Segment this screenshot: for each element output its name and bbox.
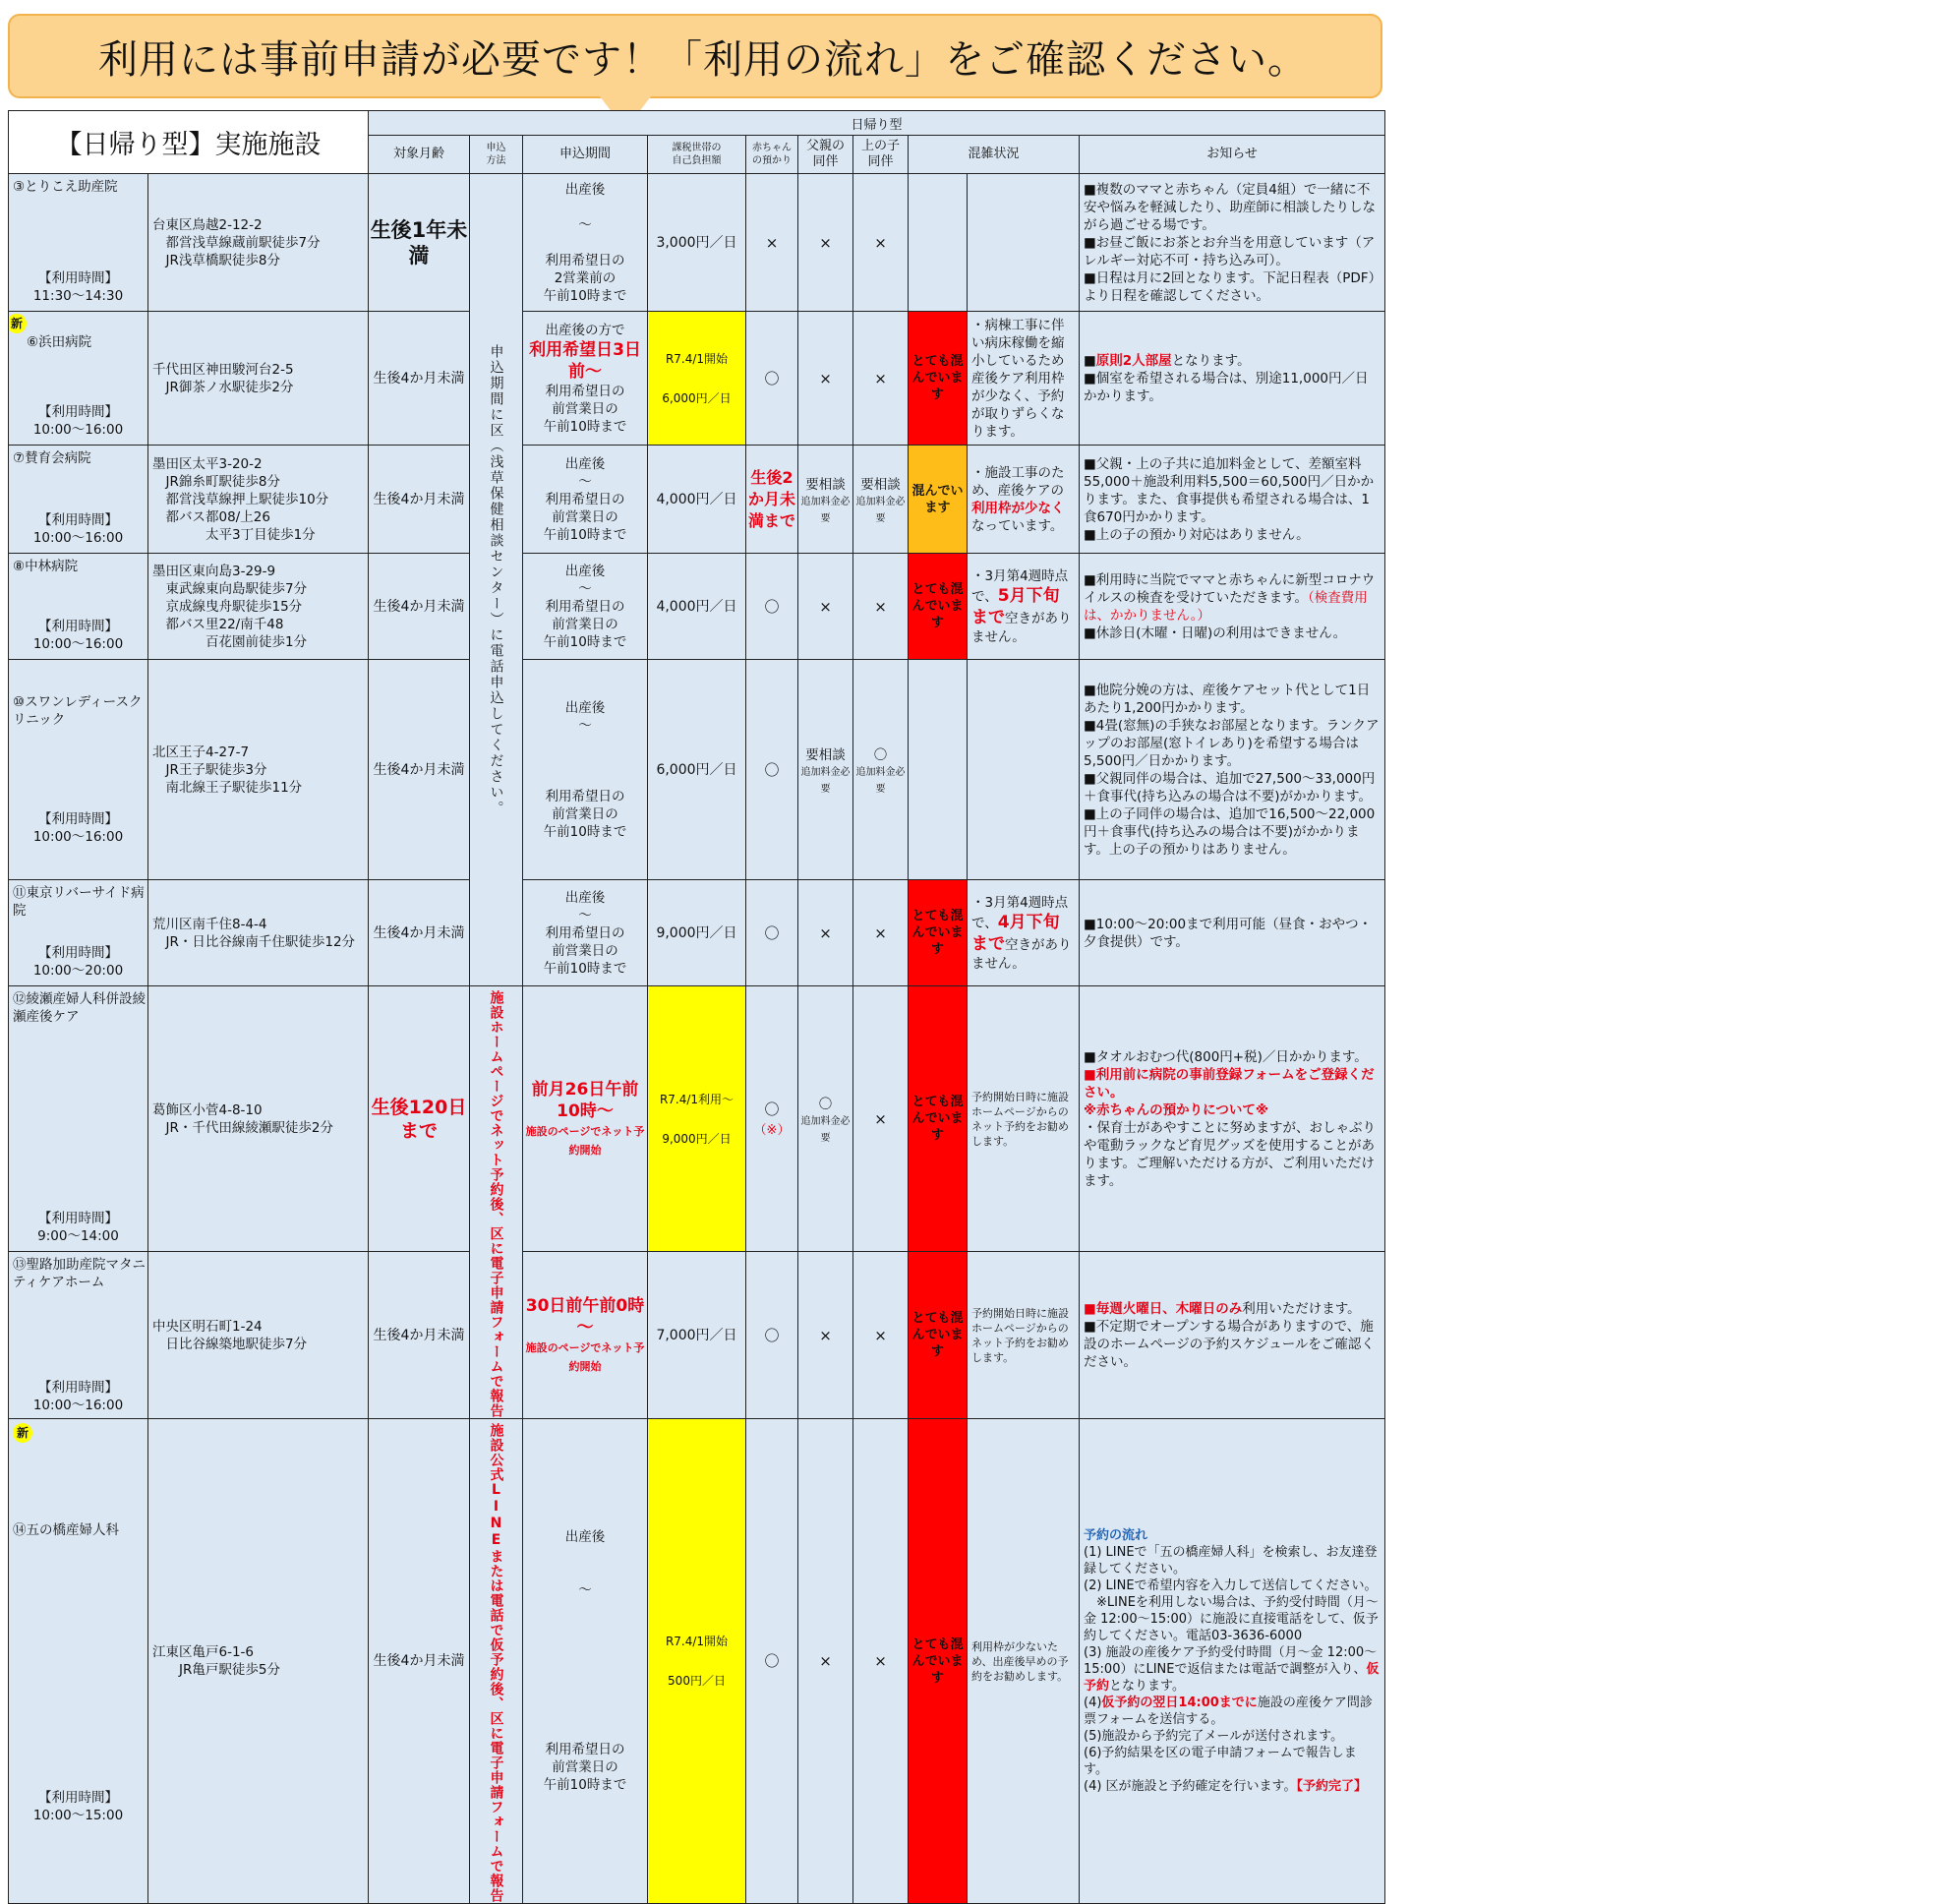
crowd-note-cell: ・3月第4週時点で、4月下旬まで空きがありません。 (968, 880, 1080, 986)
header-baby: 赤ちゃん の預かり (746, 136, 798, 174)
crowd-note-cell (968, 174, 1080, 312)
facility-name: ⑧中林病院 (13, 559, 79, 574)
table-row (9, 660, 1385, 880)
facility-cell: ⑪東京リバーサイド病院 【利用時間】 10:00～20:00 (9, 880, 148, 986)
table-row (9, 446, 1385, 554)
table-row (9, 312, 1385, 446)
age-cell: 生後4か月未満 (369, 880, 470, 986)
notice-cell: ■毎週火曜日、木曜日のみ利用いただけます。 ■不定期でオープンする場合がありますので、施設のホームページの予約スケジュールをご確認ください。 (1080, 1252, 1385, 1419)
period-cell: 出産後 ～ 利用希望日の 前営業日の 午前10時まで (523, 446, 648, 554)
baby-cell: × (746, 174, 798, 312)
facility-cell: ⑩スワンレディースクリニック 【利用時間】 10:00～16:00 (9, 660, 148, 880)
father-cell: × (798, 1419, 853, 1904)
crowd-status: とても混んでいます (909, 880, 968, 986)
method-cell-shared (470, 174, 523, 986)
usage-time: 10:00～16:00 (32, 1398, 124, 1413)
facility-cell: 新 ⑥浜田病院 【利用時間】 10:00～16:00 (9, 312, 148, 446)
table-row (9, 880, 1385, 986)
facility-name: ⑬聖路加助産院マタニティケアホーム (13, 1257, 146, 1291)
father-cell: 要相談 追加料金必要 (798, 446, 853, 554)
crowd-status: とても混んでいます (909, 1419, 968, 1904)
period-cell: 出産後 ～ 利用希望日の 前営業日の 午前10時まで (523, 554, 648, 660)
table-row (9, 1419, 1385, 1904)
sibling-cell: × (853, 1252, 909, 1419)
father-cell: 要相談 追加料金必要 (798, 660, 853, 880)
baby-cell: 〇 (746, 1419, 798, 1904)
fee-cell: R7.4/1利用～ 9,000円／日 (648, 986, 746, 1252)
age-cell: 生後4か月未満 (369, 1419, 470, 1904)
baby-cell: 〇 (746, 1252, 798, 1419)
crowd-note-cell: ・施設工事のため、産後ケアの利用枠が少なくなっています。 (968, 446, 1080, 554)
period-cell: 出産後の方で 利用希望日3日前～ 利用希望日の 前営業日の 午前10時まで (523, 312, 648, 446)
crowd-note-cell: 予約開始日時に施設ホームページからのネット予約をお勧めします。 (968, 986, 1080, 1252)
header-row-1 (9, 111, 1385, 136)
father-cell: × (798, 174, 853, 312)
method-cell (470, 986, 523, 1419)
facility-cell: ⑦賛育会病院 【利用時間】 10:00～16:00 (9, 446, 148, 554)
table-row (9, 1252, 1385, 1419)
usage-time: 11:30～14:30 (32, 288, 124, 304)
facility-cell (9, 174, 148, 312)
crowd-note-cell: 利用枠が少ないため、出産後早めの予約をお勧めします。 (968, 1419, 1080, 1904)
baby-cell: 生後2か月未満まで (746, 446, 798, 554)
address-cell: 墨田区太平3-20-2 JR錦糸町駅徒歩8分 都営浅草線押上駅徒歩10分 都バス都08/上26 太平3丁目徒歩1分 (148, 446, 369, 554)
header-sibling: 上の子 同伴 (853, 136, 909, 174)
sibling-cell: 要相談 追加料金必要 (853, 446, 909, 554)
crowd-status: とても混んでいます (909, 312, 968, 446)
baby-cell: 〇 (746, 312, 798, 446)
age-cell: 生後4か月未満 (369, 446, 470, 554)
period-cell: 前月26日午前10時～ 施設のページでネット予約開始 (523, 986, 648, 1252)
new-badge: 新 (9, 314, 28, 333)
notice-banner (8, 14, 1382, 98)
address-cell: 千代田区神田駿河台2-5 JR御茶ノ水駅徒歩2分 (148, 312, 369, 446)
usage-time: 9:00～14:00 (37, 1228, 119, 1245)
fee-cell: 7,000円／日 (648, 1252, 746, 1419)
usage-time: 10:00～20:00 (32, 963, 124, 979)
sibling-cell: × (853, 880, 909, 986)
new-badge: 新 (13, 1423, 32, 1443)
baby-cell: 〇 (746, 660, 798, 880)
banner-text: 利用には事前申請が必要です！「利用の流れ」をご確認ください。 (98, 36, 1308, 83)
usage-time: 10:00～16:00 (32, 636, 124, 652)
facility-cell: ⑧中林病院 【利用時間】 10:00～16:00 (9, 554, 148, 660)
usage-time: 10:00～16:00 (32, 422, 124, 438)
age-cell: 生後1年未満 (369, 174, 470, 312)
age-cell: 生後120日まで (369, 986, 470, 1252)
header-age: 対象月齢 (369, 136, 470, 174)
address-cell: 北区王子4-27-7 JR王子駅徒歩3分 南北線王子駅徒歩11分 (148, 660, 369, 880)
method-text: 施設公式LINEまたは電話で仮予約後、区に電子申請フォームで報告 (488, 1423, 504, 1903)
header-crowd: 混雑状況 (909, 136, 1080, 174)
facility-name: ⑩スワンレディースクリニック (13, 694, 143, 728)
usage-time: 10:00～15:00 (32, 1808, 124, 1823)
fee-cell: 9,000円／日 (648, 880, 746, 986)
sibling-cell: × (853, 986, 909, 1252)
crowd-note-cell: 予約開始日時に施設ホームページからのネット予約をお勧めします。 (968, 1252, 1080, 1419)
notice-cell: ■複数のママと赤ちゃん（定員4組）で一緒に不安や悩みを軽減したり、助産師に相談したりしながら過ごせる場です。 ■お昼ご飯にお茶とお弁当を用意しています（アレルギー対応不可・持ち込み可）。 ■日程は月に2回となります。下記日程表（PDF）より日程を確認してください。 (1080, 174, 1385, 312)
facility-name: ⑫綾瀬産婦人科併設綾瀬産後ケア (13, 991, 146, 1025)
notice-cell: ■他院分娩の方は、産後ケアセット代として1日あたり1,200円かかります。 ■4畳(窓無)の手狭なお部屋となります。ランクアップのお部屋(窓トイレあり)を希望する場合は5,500円／日かかります。 ■父親同伴の場合は、追加で27,500～33,000円＋食事代(持ち込みの場合は不要)がかかります。 ■上の子同伴の場合は、追加で16,500～22,000円＋食事代(持ち込みの場合は不要)がかかります。上の子の預かりはありません。 (1080, 660, 1385, 880)
age-cell: 生後4か月未満 (369, 312, 470, 446)
table-row (9, 174, 1385, 312)
header-method: 申込 方法 (470, 136, 523, 174)
address-cell: 荒川区南千住8-4-4 JR・日比谷線南千住駅徒歩12分 (148, 880, 369, 986)
facility-name: ⑪東京リバーサイド病院 (13, 885, 145, 919)
notice-cell: ■10:00～20:00まで利用可能（昼食・おやつ・夕食提供）です。 (1080, 880, 1385, 986)
baby-cell: 〇 (746, 880, 798, 986)
father-cell: × (798, 554, 853, 660)
fee-cell: 4,000円／日 (648, 554, 746, 660)
father-cell: × (798, 312, 853, 446)
address-cell: 中央区明石町1-24 日比谷線築地駅徒歩7分 (148, 1252, 369, 1419)
fee-cell: 4,000円／日 (648, 446, 746, 554)
age-cell: 生後4か月未満 (369, 554, 470, 660)
facility-name: ⑭五の橋産婦人科 (13, 1522, 119, 1538)
usage-time: 10:00～16:00 (32, 530, 124, 546)
baby-cell: 〇 （※） (746, 986, 798, 1252)
method-cell (470, 1419, 523, 1904)
address-cell: 江東区亀戸6-1-6 JR亀戸駅徒歩5分 (148, 1419, 369, 1904)
sibling-cell: 〇 追加料金必要 (853, 660, 909, 880)
method-text: 申込期間に区（浅草保健相談センター）に電話申込してください。 (488, 343, 504, 816)
period-cell: 出産後 ～ 利用希望日の 前営業日の 午前10時まで (523, 880, 648, 986)
father-cell: × (798, 880, 853, 986)
table-row (9, 554, 1385, 660)
baby-cell: 〇 (746, 554, 798, 660)
facility-name: ③とりこえ助産院 (13, 179, 118, 195)
crowd-status: とても混んでいます (909, 1252, 968, 1419)
period-cell: 出産後 ～ 利用希望日の 前営業日の 午前10時まで (523, 1419, 648, 1904)
period-cell: 出産後 ～ 利用希望日の 2営業前の 午前10時まで (523, 174, 648, 312)
address-cell: 葛飾区小菅4-8-10 JR・千代田線綾瀬駅徒歩2分 (148, 986, 369, 1252)
period-cell: 30日前午前0時～ 施設のページでネット予約開始 (523, 1252, 648, 1419)
age-cell: 生後4か月未満 (369, 660, 470, 880)
facility-cell: ⑬聖路加助産院マタニティケアホーム 【利用時間】 10:00～16:00 (9, 1252, 148, 1419)
facility-name: ⑦賛育会病院 (13, 450, 91, 466)
sibling-cell: × (853, 312, 909, 446)
crowd-status: とても混んでいます (909, 554, 968, 660)
usage-time: 10:00～16:00 (32, 829, 124, 845)
crowd-note-cell: ・3月第4週時点で、5月下旬まで空きがありません。 (968, 554, 1080, 660)
notice-cell: ■父親・上の子共に追加料金として、差額室料55,000＋施設利用料5,500＝60,500円／日かかります。また、食事提供も希望される場合は、1食670円かかります。 ■上の子の預かり対応はありません。 (1080, 446, 1385, 554)
method-text: 施設ホームページでネット予約後、区に電子申請フォームで報告 (488, 990, 504, 1418)
facility-table (8, 110, 1385, 1904)
facility-name: ⑥浜田病院 (27, 334, 92, 350)
crowd-cell (909, 660, 968, 880)
crowd-note-cell: ・病棟工事に伴い病床稼働を縮小しているため産後ケア利用枠が少なく、予約が取りずらくなります。 (968, 312, 1080, 446)
father-cell: 〇 追加料金必要 (798, 986, 853, 1252)
fee-cell: 6,000円／日 (648, 660, 746, 880)
facility-title: 【日帰り型】実施施設 (9, 111, 369, 174)
notice-cell: ■原則2人部屋となります。 ■個室を希望される場合は、別途11,000円／日かかります。 (1080, 312, 1385, 446)
age-cell: 生後4か月未満 (369, 1252, 470, 1419)
facility-cell: ⑫綾瀬産婦人科併設綾瀬産後ケア 【利用時間】 9:00～14:00 (9, 986, 148, 1252)
facility-cell: 新 ⑭五の橋産婦人科 【利用時間】 10:00～15:00 (9, 1419, 148, 1904)
crowd-status: とても混んでいます (909, 986, 968, 1252)
header-period: 申込期間 (523, 136, 648, 174)
header-fee: 課税世帯の 自己負担額 (648, 136, 746, 174)
address-cell: 台東区鳥越2-12-2 都営浅草線蔵前駅徒歩7分 JR浅草橋駅徒歩8分 (148, 174, 369, 312)
sibling-cell: × (853, 1419, 909, 1904)
sibling-cell: × (853, 554, 909, 660)
usage-time-label: 【利用時間】 (38, 270, 118, 286)
header-father: 父親の 同伴 (798, 136, 853, 174)
crowd-status: 混んでいます (909, 446, 968, 554)
address-cell: 墨田区東向島3-29-9 東武線東向島駅徒歩7分 京成線曳舟駅徒歩15分 都バス里22/南千48 百花園前徒歩1分 (148, 554, 369, 660)
fee-cell: 3,000円／日 (648, 174, 746, 312)
notice-cell: ■タオルおむつ代(800円+税)／日かかります。 ■利用前に病院の事前登録フォームをご登録ください。 ※赤ちゃんの預かりについて※ ・保育士があやすことに努めますが、おしゃぶりや電動ラックなど育児グッズを使用することがあります。ご理解いただける方が、ご利用いただけます。 (1080, 986, 1385, 1252)
fee-cell: R7.4/1開始 6,000円／日 (648, 312, 746, 446)
header-notice: お知らせ (1080, 136, 1385, 174)
father-cell: × (798, 1252, 853, 1419)
fee-cell: R7.4/1開始 500円／日 (648, 1419, 746, 1904)
header-group: 日帰り型 (369, 111, 1385, 136)
notice-cell: ■利用時に当院でママと赤ちゃんに新型コロナウイルスの検査を受けていただきます。（検査費用は、かかりません。） ■休診日(木曜・日曜)の利用はできません。 (1080, 554, 1385, 660)
crowd-note-cell (968, 660, 1080, 880)
sibling-cell: × (853, 174, 909, 312)
crowd-cell (909, 174, 968, 312)
period-cell: 出産後 ～ 利用希望日の 前営業日の 午前10時まで (523, 660, 648, 880)
table-row (9, 986, 1385, 1252)
notice-cell: 予約の流れ (1) LINEで「五の橋産婦人科」を検索し、お友達登録してください。 (2) LINEで希望内容を入力して送信してください。 ※LINEを利用しない場合は、予約受付時間（月～金 12:00～15:00）に施設に直接電話をして、仮予約してください。電話03-3636-6000 (3) 施設の産後ケア予約受付時間（月～金 12:00～15:00）にLINEで返信または電話で調整が入り、仮予約となります。 (4)仮予約の翌日14:00までに施設の産後ケア問診票フォームを送信する。 (5)施設から予約完了メールが送付されます。 (6)予約結果を区の電子申請フォームで報告します。 (4) 区が施設と予約確定を行います。【予約完了】 (1080, 1419, 1385, 1904)
